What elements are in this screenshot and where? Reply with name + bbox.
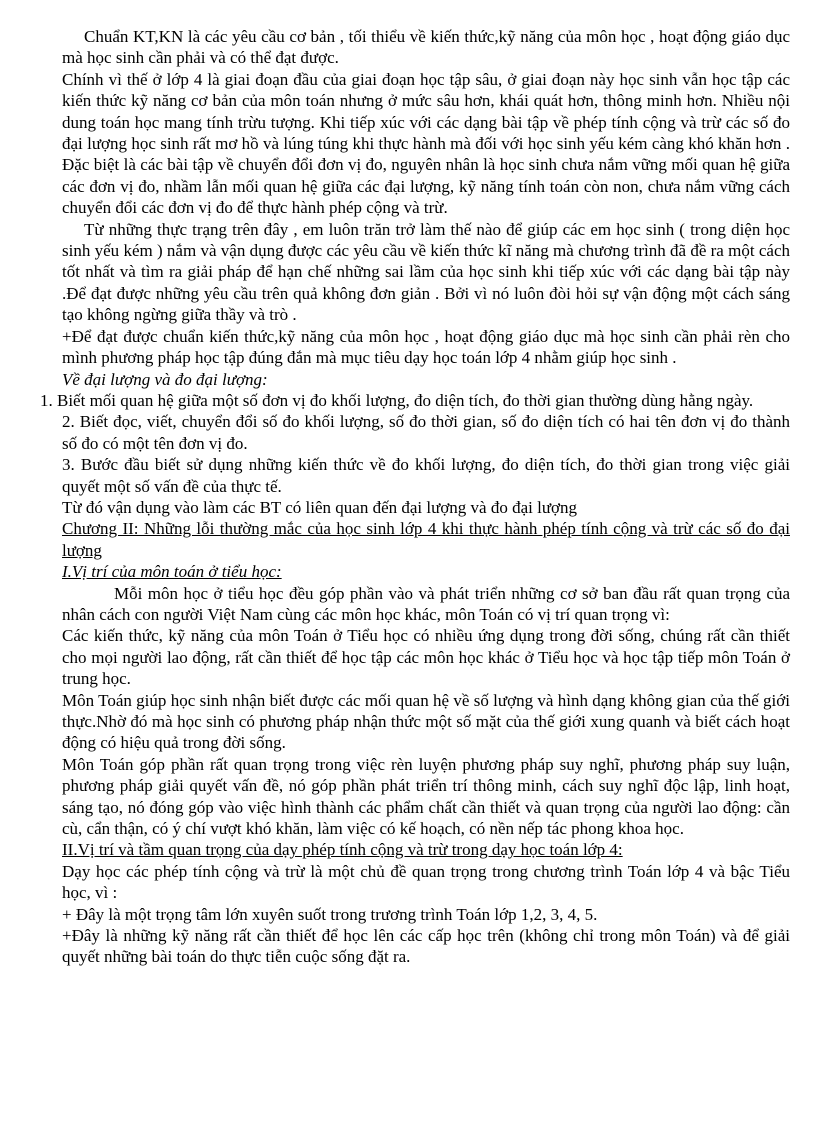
chapter-2-heading: Chương II: Những lỗi thường mắc của học sinh lớp 4 khi thực hành phép tính cộng và trừ các số đo đại lượng	[62, 519, 790, 560]
section-heading-2: II.Vị trí và tầm quan trọng của dạy phép tính cộng và trừ trong dạy học toán lớp 4:	[62, 840, 623, 860]
bullet-item-1: + Đây là một trọng tâm lớn xuyên suốt trong trương trình Toán lớp 1,2, 3, 4, 5.	[62, 904, 598, 924]
paragraph-topic: Dạy học các phép tính cộng và trừ là một chủ đề quan trọng trong chương trình Toán lớp 4 và bậc Tiểu học, vì :	[62, 861, 790, 903]
paragraph-relations: Môn Toán giúp học sinh nhận biết được các mối quan hệ về số lượng và hình dạng không gian của thế giới thực.Nhờ đó mà học sinh có phương pháp nhận thức một số mặt của thế giới xung quanh và biết cách hoạt động có hiệu quả trong đời sống.	[62, 690, 790, 753]
paragraph-realities: Từ những thực trạng trên đây , em luôn trăn trở làm thế nào để giúp các em học sinh ( trong diện học sinh yếu kém ) nắm và vận dụng được các yêu cầu về kiến thức kĩ năng mà chương trình đã đề ra một cách tốt nhất và tìm ra giải pháp để hạn chế những sai lầm của học sinh khi tiếp xúc với các dạng bài tập này .Để đạt được những yêu cầu trên quả không đơn giản . Bởi vì nó luôn đòi hỏi sự vận động một cách sáng tạo không ngừng giữa thầy và trò .	[62, 219, 790, 325]
bullet-item-2: +Đây là những kỹ năng rất cần thiết để học lên các cấp học trên (không chỉ trong môn Toán) và để giải quyết những bài toán do thực tiễn cuộc sống đặt ra.	[62, 926, 790, 967]
section-heading-quantities: Về đại lượng và đo đại lượng:	[62, 369, 268, 389]
paragraph-standards: Chuẩn KT,KN là các yêu cầu cơ bản , tối thiểu về kiến thức,kỹ năng của môn học , hoạt động giáo dục mà học sinh cần phải và có thể đạt được.	[62, 27, 790, 68]
list-item-1: 1. Biết mối quan hệ giữa một số đơn vị đo khối lượng, đo diện tích, đo thời gian thường dùng hằng ngày.	[40, 390, 754, 410]
list-item-3: 3. Bước đầu biết sử dụng những kiến thức về đo khối lượng, đo diện tích, đo thời gian trong việc giải quyết một số vấn đề của thực tế.	[62, 455, 790, 496]
paragraph-thinking: Môn Toán góp phần rất quan trọng trong việc rèn luyện phương pháp suy nghĩ, phương pháp suy luận, phương pháp giải quyết vấn đề, nó góp phần phát triển trí thông minh, cách suy nghĩ độc lập, linh hoạt, sáng tạo, nó đóng góp vào việc hình thành các phẩm chất cần thiết và quan trọng của người lao động: cần cù, cẩn thận, có ý chí vượt khó khăn, làm việc có kế hoạch, có nền nếp tác phong khoa học.	[62, 754, 790, 839]
paragraph-goal: +Để đạt được chuẩn kiến thức,kỹ năng của môn học , hoạt động giáo dục mà học sinh cần phải rèn cho mình phương pháp học tập đúng đắn mà mục tiêu dạy học toán lớp 4 nhằm giúp học sinh .	[62, 326, 790, 368]
paragraph-grade4-stage: Chính vì thế ở lớp 4 là giai đoạn đầu của giai đoạn học tập sâu, ở giai đoạn này học sinh vẫn học tập các kiến thức kỹ năng cơ bản của môn toán nhưng ở mức sâu hơn, khái quát hơn, thông minh hơn. Nhiều nội dung toán học mang tính trừu tượng. Khi tiếp xúc với các dạng bài tập về phép tính cộng và trừ các số đo đại lượng học sinh rất mơ hồ và lúng túng khi thực hành mà đối với học sinh yếu kém càng khó khăn hơn . Đặc biệt là các bài tập về chuyển đổi đơn vị đo, nguyên nhân là học sinh chưa nắm vững mối quan hệ giữa các đơn vị đo, nhầm lẫn mối quan hệ giữa các đại lượng, kỹ năng tính toán còn non, chưa nắm vững cách chuyển đổi các đơn vị đo để thực hành phép cộng và trừ.	[62, 69, 790, 218]
section-heading-1: I.Vị trí của môn toán ở tiểu học:	[62, 562, 282, 582]
paragraph-apply: Từ đó vận dụng vào làm các BT có liên quan đến đại lượng và đo đại lượng	[62, 497, 578, 517]
paragraph-applications: Các kiến thức, kỹ năng của môn Toán ở Tiểu học có nhiều ứng dụng trong đời sống, chúng rất cần thiết cho mọi người lao động, rất cần thiết để học tập các môn học khác ở Tiểu học và học tập tiếp môn Toán ở trung học.	[62, 626, 790, 689]
list-item-2: 2. Biết đọc, viết, chuyển đổi số đo khối lượng, số đo thời gian, số đo diện tích có hai tên đơn vị đo thành số đo có một tên đơn vị đo.	[62, 412, 790, 453]
paragraph-role: Mỗi môn học ở tiểu học đều góp phần vào và phát triển những cơ sở ban đầu rất quan trọng của nhân cách con người Việt Nam cùng các môn học khác, môn Toán có vị trí quan trọng vì:	[62, 583, 790, 624]
